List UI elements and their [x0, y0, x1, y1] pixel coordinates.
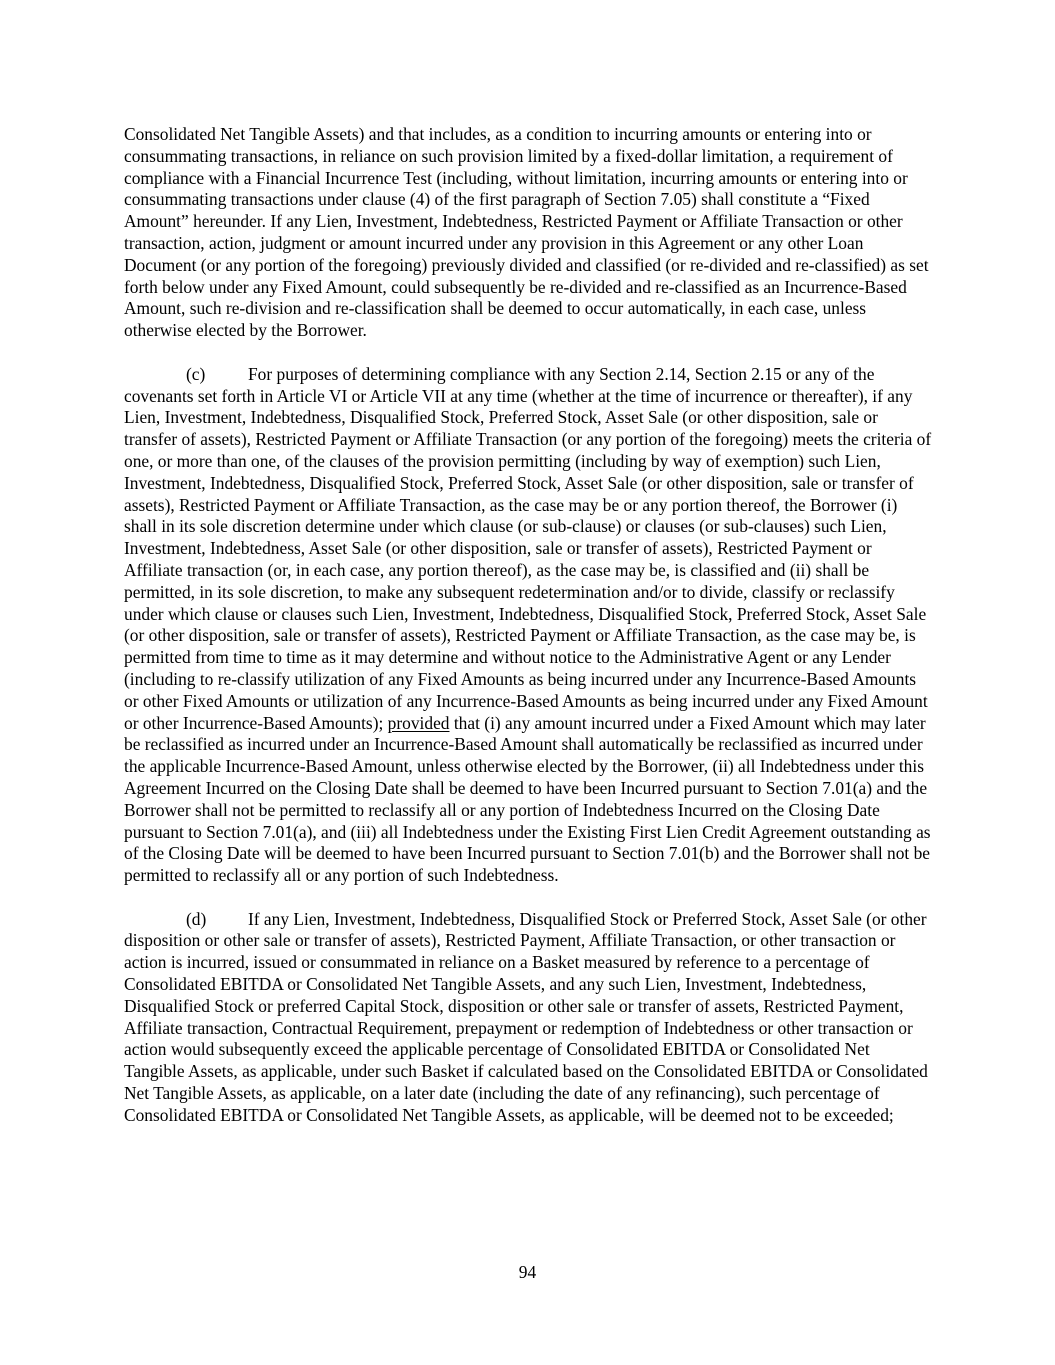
- clause-label-d: (d): [186, 908, 207, 929]
- paragraph-text-before: For purposes of determining compliance with any Section 2.14, Section 2.15 or any of the covenants set forth in Article VI or Article VII at any time (whether at the time of incurrence or thereafter), if any Lien, Investment, Indebtedness, Disqualified Stock, Preferred Stock, Asset Sale (or other disposition, sale or transfer of assets), Restricted Payment or Affiliate Transaction (or any portion of the foregoing) meets the criteria of one, or more than one, of the clauses of the provision permitting (including by way of exemption) such Lien, Investment, Indebtedness, Disqualified Stock, Preferred Stock, Asset Sale (or other disposition, sale or transfer of assets), Restricted Payment or Affiliate Transaction, as the case may be or any portion thereof, the Borrower (i) shall in its sole discretion determine under which clause (or sub-clause) or clauses (or sub-clauses) such Lien, Investment, Indebtedness, Asset Sale (or other disposition, sale or transfer of assets), Restricted Payment or Affiliate transaction (or, in each case, any portion thereof), as the case may be, is classified and (ii) shall be permitted, in its sole discretion, to make any subsequent redetermination and/or to divide, classify or reclassify under which clause or clauses such Lien, Investment, Indebtedness, Disqualified Stock, Preferred Stock, Asset Sale (or other disposition, sale or transfer of assets), Restricted Payment or Affiliate Transaction, as the case may be, is permitted from time to time as it may determine and without notice to the Administrative Agent or any Lender (including to re-classify utilization of any Fixed Amounts as being incurred under any Incurrence-Based Amounts or other Fixed Amounts or utilization of any Incurrence-Based Amounts as being incurred under any Fixed Amount or other Incurrence-Based Amounts);: [124, 363, 932, 733]
- paragraph-text: If any Lien, Investment, Indebtedness, Disqualified Stock or Preferred Stock, Asset Sale (or other disposition or other sale or transfer of assets), Restricted Payment, Affiliate Transaction, or other transaction or action is incurred, issued or consummated in reliance on a Basket measured by reference to a percentage of Consolidated EBITDA or Consolidated Net Tangible Assets, and any such Lien, Investment, Indebtedness, Disqualified Stock or preferred Capital Stock, disposition or other sale or transfer of assets, Restricted Payment, Affiliate transaction, Contractual Requirement, prepayment or redemption of Indebtedness or other transaction or action would subsequently exceed the applicable percentage of Consolidated EBITDA or Consolidated Net Tangible Assets, as applicable, under such Basket if calculated based on the Consolidated EBITDA or Consolidated Net Tangible Assets, as applicable, on a later date (including the date of any refinancing), such percentage of Consolidated EBITDA or Consolidated Net Tangible Assets, as applicable, will be deemed not to be exceeded;: [124, 908, 928, 1125]
- document-body: [124, 124, 932, 1127]
- paragraph-d: [124, 909, 932, 1127]
- paragraph-b-continuation: [124, 124, 932, 342]
- paragraph-text-after: that (i) any amount incurred under a Fixed Amount which may later be reclassified as incurred under an Incurrence-Based Amount shall automatically be reclassified as incurred under the applicable Incurrence-Based Amount, unless otherwise elected by the Borrower, (ii) all Indebtedness under this Agreement Incurred on the Closing Date shall be deemed to have been Incurred pursuant to Section 7.01(a) and the Borrower shall not be permitted to reclassify all or any portion of Indebtedness Incurred on the Closing Date pursuant to Section 7.01(a), and (iii) all Indebtedness under the Existing First Lien Credit Agreement outstanding as of the Closing Date will be deemed to have been Incurred pursuant to Section 7.01(b) and the Borrower shall not be permitted to reclassify all or any portion of such Indebtedness.: [124, 712, 931, 886]
- clause-label-c: (c): [186, 363, 206, 384]
- page-number: 94: [518, 1262, 537, 1282]
- underlined-term-provided: provided: [387, 712, 450, 733]
- paragraph-c: [124, 364, 932, 887]
- paragraph-text: Consolidated Net Tangible Assets) and that includes, as a condition to incurring amounts or entering into or consummating transactions, in reliance on such provision limited by a fixed-dollar limitation, a requirement of compliance with a Financial Incurrence Test (including, without limitation, incurring amounts or entering into or consummating transactions under clause (4) of the first paragraph of Section 7.05) shall constitute a “Fixed Amount” hereunder. If any Lien, Investment, Indebtedness, Restricted Payment or Affiliate Transaction or other transaction, action, judgment or amount incurred under any provision in this Agreement or any other Loan Document (or any portion of the foregoing) previously divided and classified (or re-divided and re-classified) as set forth below under any Fixed Amount, could subsequently be re-divided and re-classified as an Incurrence-Based Amount, such re-division and re-classification shall be deemed to occur automatically, in each case, unless otherwise elected by the Borrower.: [124, 124, 929, 341]
